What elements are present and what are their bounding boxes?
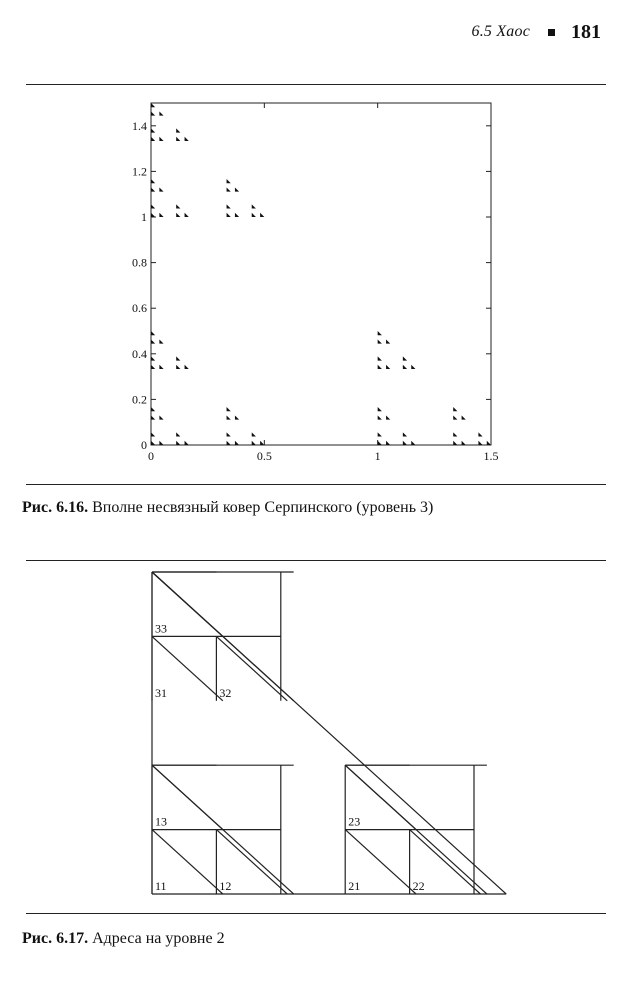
figure-6-17-bottom-rule bbox=[26, 913, 606, 914]
y-tick-label: 0.4 bbox=[132, 346, 147, 361]
y-tick-label: 0.6 bbox=[132, 301, 147, 316]
y-tick-label: 1 bbox=[141, 210, 147, 224]
x-tick-label: 1.5 bbox=[483, 449, 499, 463]
figure-6-17-caption bbox=[22, 930, 225, 948]
address-label: 23 bbox=[348, 814, 361, 829]
address-label: 33 bbox=[155, 621, 167, 636]
address-label: 12 bbox=[219, 879, 232, 893]
x-tick-label: 0 bbox=[148, 449, 154, 463]
x-tick-label: 1 bbox=[374, 449, 381, 463]
address-label: 21 bbox=[348, 879, 361, 893]
x-tick-label: 0.5 bbox=[256, 449, 272, 463]
address-label: 22 bbox=[412, 879, 425, 893]
figure-6-17-caption-text: Адреса на уровне 2 bbox=[92, 930, 225, 947]
y-tick-label: 0 bbox=[141, 438, 147, 452]
address-label: 13 bbox=[155, 814, 167, 829]
address-label: 11 bbox=[155, 879, 167, 893]
y-tick-label: 1.2 bbox=[132, 164, 147, 179]
figure-6-17-label: Рис. 6.17. bbox=[22, 930, 89, 947]
y-tick-label: 0.2 bbox=[132, 392, 147, 407]
address-label: 31 bbox=[155, 685, 167, 700]
figure-6-16-caption-text: Вполне несвязный ковер Серпинского (уровень 3) bbox=[92, 499, 434, 516]
y-tick-label: 0.8 bbox=[132, 255, 147, 270]
page-number: 181 bbox=[571, 20, 601, 43]
section-title: 6.5 Хаос bbox=[471, 23, 530, 40]
address-label: 32 bbox=[219, 685, 232, 700]
figure-6-16-label: Рис. 6.16. bbox=[22, 499, 89, 516]
y-tick-label: 1.4 bbox=[132, 118, 147, 133]
